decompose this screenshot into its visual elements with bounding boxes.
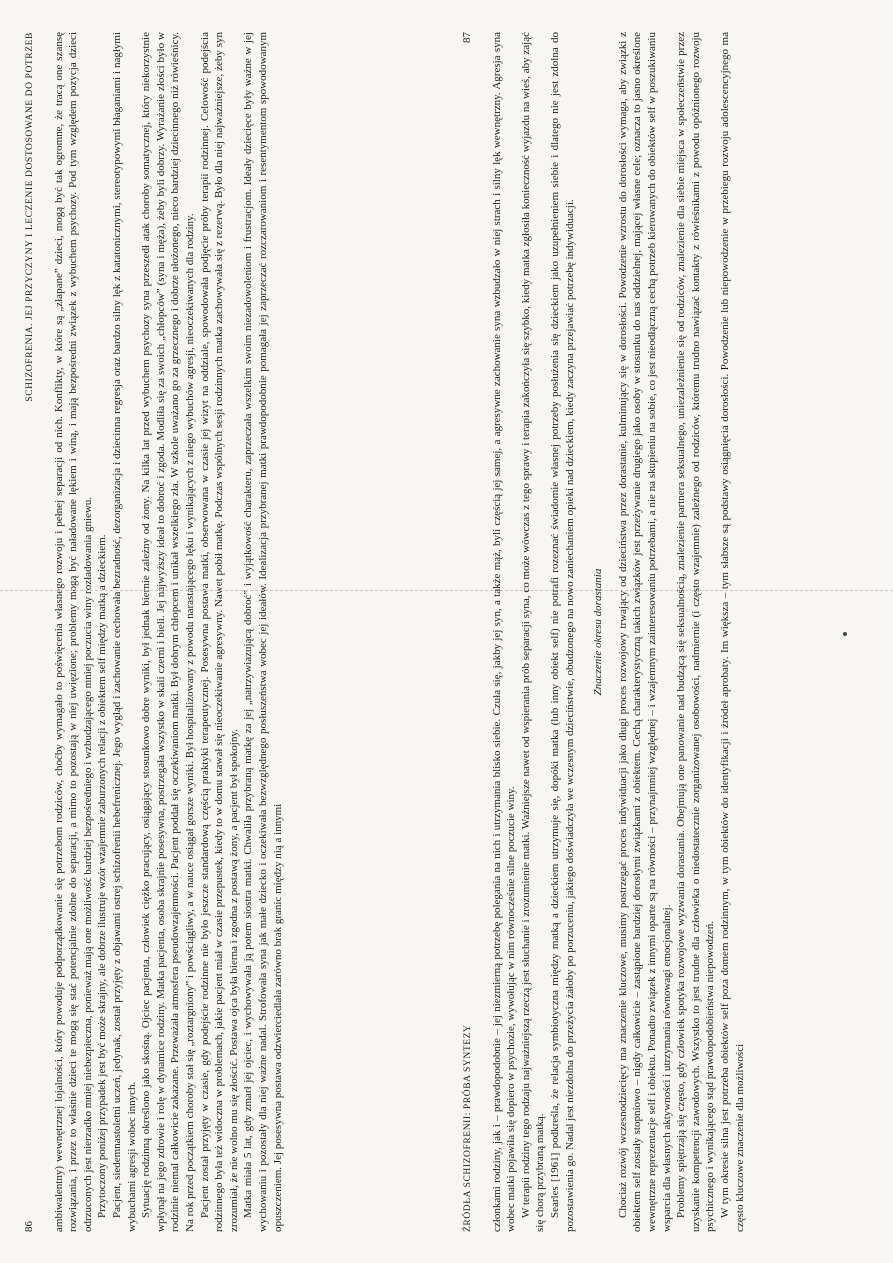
left-page — [22, 32, 430, 1232]
left-paragraph: Sytuację rodzinną określono jako skośną. Ojciec pacjenta, człowiek ciężko pracujący, osiągający stosunkowo dobre wyniki, był jednak biernie zależny od żony. Na kilka lat przed wybuchem psychozy syna przeszedł atak choroby somatycznej, który niekorzystnie wpłynął na jego zdrowie i rolę w dynamice rodziny. Matka pacjenta, osoba skrajnie posesywna, postrzegała wszystko w skali czerni i bieli. Jej najwyższy ideał to dobroć i zgoda. Modliła się za swoich „chłopców” (syna i męża), żeby byli dobrzy. Wyrażanie złości było w rodzinie niemal całkowicie zakazane. Przeważała atmosfera pseudowzajemności. Pacjent poddał się oczekiwaniom matki. Był dobrym chłopcem i unikał wszelkiego zła. W szkole uważano go za grzecznego i dobrze ułożonego, nieco bardziej dziecinnego niż rówieśnicy. Na rok przed początkiem choroby stał się „roztargniony” i powściągliwy, a w nauce osiągał gorsze wyniki. Był hospitalizowany z powodu narastającego lęku i wynikających z niego wybuchów agresji, nieoczekiwanych dla rodziny. — [140, 32, 196, 1232]
section-heading: Znaczenie okresu dorastania — [592, 568, 605, 696]
left-paragraph: Przytoczony poniżej przypadek jest być może skrajny, ale dobrze ilustruje wzór wzajemnie zaburzonych relacji z obiektem self między matką a dzieckiem. — [96, 534, 109, 1218]
left-paragraph: Matka miała 5 lat, gdy zmarł jej ojciec, i wychowywała ją potem siostra matki. Chwaliła przybraną matkę za jej „natrzywiazującą dobroć” i wyjątkowość charakteru, zaprzeczała wszelkim swoim niezadowoleniom i frustracjom. Ideały dziecięce były ważne w jej wychowaniu i pozostały dla niej ważne nadal. Strofowała syna jak małe dziecko i oczekiwała bezwzględnego posłuszeństwa wobec jej ideałów. Idealizacja przybranej matki prawdopodobnie pomagała jej zaprzeczać rozczarowaniom i resentymentom spowodowanym opuszczeniem. Jej posesywna postawa odzwierciedlała zarówno brak granic między nią a innymi — [242, 32, 284, 1232]
right-running-title: ŹRÓDŁA SCHIZOFRENII: PRÓBA SYNTEZY — [463, 1024, 473, 1232]
left-page-number: 86 — [23, 1221, 35, 1232]
left-paragraph: Pacjent został przyjęty w czasie, gdy podejście rodzinne nie było jeszcze standardową częścią praktyki terapeutycznej. Posesywna postawa matki, obserwowana w czasie jej wizyt na oddziale, spowodowała podjęcie próby terapii rodzinnej. Celowość podejścia rodzinnego była też widoczna w problemach, jakie pacjent miał w czasie przepustek, kiedy to w domu stawał się nieoczekiwanie agresywny. Nawet pobił matkę. Podczas wspólnych sesji rodzinnych matka zachowywała się z rezerwą. Było dla niej najważniejsze, żeby syn zrozumiał, że nie wolno mu się złościć. Postawa ojca była bierna i zgodna z postawą żony, a pacjent był spokojny. — [198, 32, 240, 1232]
section-paragraph: Problemy spiętrzają się często, gdy człowiek spotyka rozwojowe wyzwania dorastania. Obejmują one panowanie nad budzącą się seksualnością, znalezienie partnera seksualnego, uniezależnienie się od rodziców, znalezienie dla siebie miejsca w społeczeństwie przez uzyskanie kompetencji zawodowych. Wszystko to jest trudne dla człowieka o niedostatecznie zorganizowanej osobowości, nadmiernie (i często wzajemnie) zależnego od rodziców, któremu trudno nawiązać kontakty z rówieśnikami z powodu opóźnionego rozwoju psychicznego i wynikającego stąd prawdopodobieństwa niepowodzeń. — [675, 32, 717, 1232]
right-paragraph: Searles [1961] podkreśla, że relacja symbiotyczna między matką a dzieckiem utrzymuje się, dopóki matka (lub inny obiekt self) nie potrafi rozeznać świadomie własnej potrzeby posłużenia się dzieckiem jako uzupełnieniem siebie i dlatego nie jest zdolna do pozostawienia go. Nadal jest niezdolna do przeżycia żałoby po porzuceniu, jakiego doświadczyła we wczesnym dzieciństwie, obudzonego na nowo zaniechaniem opieki nad dzieckiem, kiedy zaczyna przejawiać potrzebę indywiduacji. — [548, 32, 576, 1232]
right-paragraph: członkami rodziny, jak i – prawdopodobnie – jej niezmierną potrzebę polegania na nich i utrzymania blisko siebie. Czuła się, jakby jej syn, a także mąż, byli częścią jej samej, a agresywne zachowanie syna wzbudzało w niej strach i silny lęk wewnętrzny. Agresja syna wobec matki pojawiła się dopiero w psychozie, wywołując w nim równocześnie silne poczucie winy. — [490, 32, 518, 1232]
right-paragraph: W terapii rodziny tego rodzaju najważniejszą rzeczą jest słuchanie i zrozumienie matki. Ważniejsze nawet od wspierania prób separacji syna, co może wówczas z tego sprawy i terapia zakończyła się szybko, kiedy matka zgłosiła konieczność wyjazdu na wieś, aby zająć się chorą przybraną matką. — [519, 32, 547, 1232]
left-running-title: SCHIZOFRENIA. JEJ PRZYCZYNY I LECZENIE DOSTOSOWANE DO POTRZEB — [25, 32, 35, 402]
left-paragraph: Pacjent, siedemnastoletni uczeń, jedynak, został przyjęty z objawami ostrej schizofrenii hebefrenicznej. Jego wygląd i zachowanie cechowała bezradność, dezorganizacja i dziecinna regresja oraz bardzo silny lęk z katatonicznymi, stereotypowymi błaganiami i nagłymi wybuchami agresji wobec innych. — [110, 32, 138, 1232]
left-paragraph: ambiwalentny) wewnętrznej lojalności, który powoduje podporządkowanie się potrzebom rodziców, choćby wymagało to poświęcenia własnego rozwoju i pełnej separacji od nich. Konflikty, w które są „złapane” dzieci, mogą być tak ogromne, że tracą one szansę rozwiązania, i przez to właśnie dzieci te mogą się stać potencjalnie zdolne do separacji, a mimo to pozostają w niej uwięzione; problemy mogą być naładowane lękiem i winą, i mają bezpośredni związek z wybuchem psychozy. Pod tym względem pozycja dzieci odrzuconych jest nierzadko mniej niebezpieczna, ponieważ mają one możliwość bardziej bezpośredniego i wzbudzającego mniej poczucia winy rozładowania gniewu. — [52, 32, 94, 1232]
section-paragraph: W tym okresie silna jest potrzeba obiektów self poza domem rodzinnym, w tym obiektów do identyfikacji i źródeł aprobaty. Im większa – tym słabsze są podstawy osiągnięcia dorosłości. Powodzenie lub niepowodzenie w przebiegu rozwoju adolescencyjnego ma często kluczowe znaczenie dla możliwości — [718, 32, 746, 1232]
right-page — [460, 32, 868, 1232]
section-paragraph: Chociaż rozwój wczesnodziecięcy ma znaczenie kluczowe, musimy postrzegać proces indywiduacji jako długi proces rozwojowy trwający od dzieciństwa przez dorastanie, kulminujący się w dorosłości. Powodzenie wzrostu do dorosłości wymaga, aby związki z obiektem self zostały stopniowo – nigdy całkowicie – zastąpione bardziej dorosłymi związkami z obiektem. Cechą charakterystyczną takich związków jest przeżywanie drugiego jako osoby w stosunku do nas oddzielnej, mającej własne cele; oznacza to jasno określone wewnętrzne reprezentacje self i obiektu. Ponadto związek z innymi oparte są na równości – przynajmniej względnej – i wzajemnym zainteresowaniu potrzebami, a nie na skupieniu na sobie, co jest nieodłączną cechą potrzeb kierowanych do obiektów self w poszukiwaniu wsparcia dla własnych aktywności i utrzymania równowagi emocjonalnej. — [616, 32, 673, 1232]
right-running-head — [460, 32, 476, 1232]
right-page-number: 87 — [461, 32, 473, 43]
left-running-head — [22, 32, 38, 1232]
